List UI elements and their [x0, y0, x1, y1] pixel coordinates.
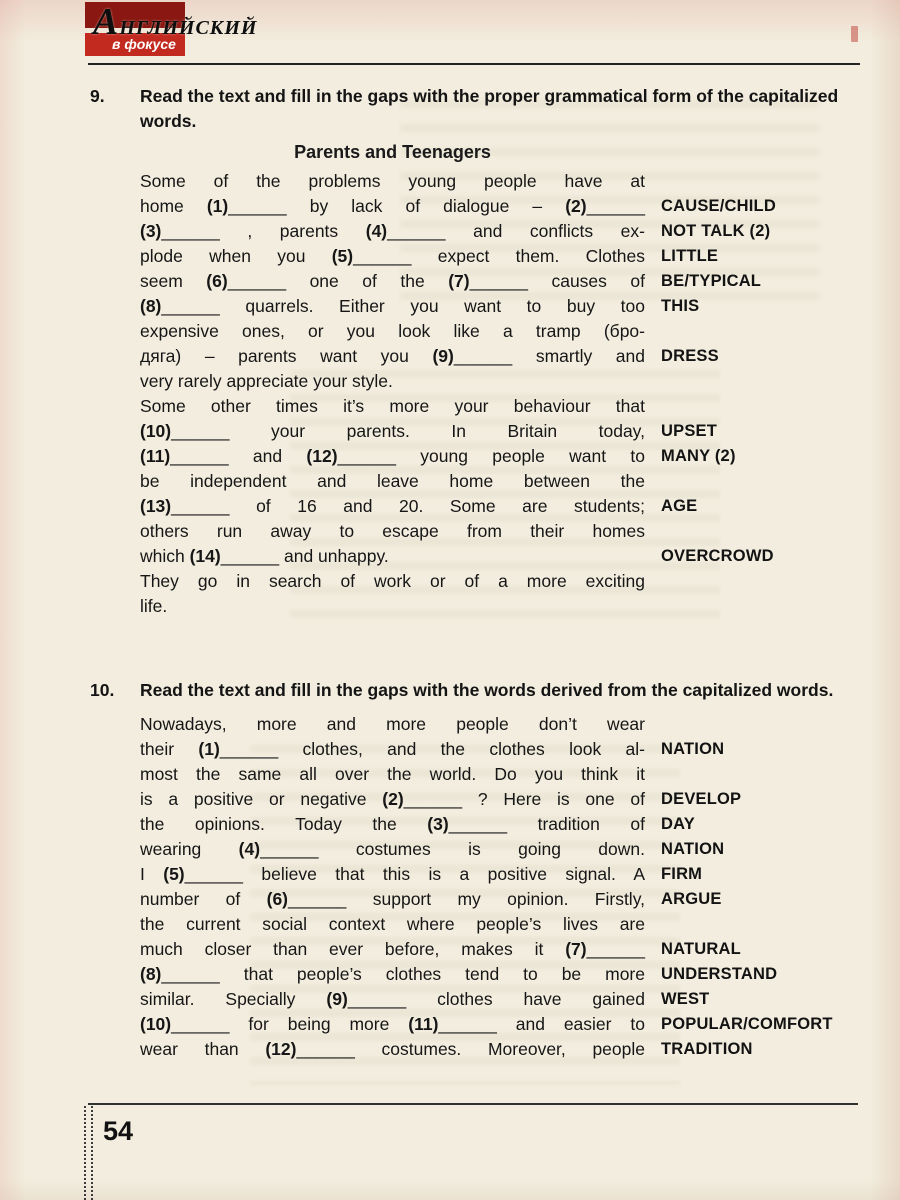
line-text: be independent and leave home between the: [140, 471, 645, 491]
line-text: wearing (4)______ costumes is going down.: [140, 839, 645, 859]
series-logo-subtitle: в фокусе: [112, 36, 176, 52]
capitalized-word: WEST: [661, 990, 710, 1008]
capitalized-word: THIS: [661, 297, 700, 315]
exercise-10: [90, 678, 865, 1062]
capitalized-word: [645, 594, 865, 619]
line-text: number of (6)______ support my opinion. Firstly,: [140, 889, 646, 909]
line-text: their (1)______ clothes, and the clothes look al-: [140, 739, 646, 759]
text-line: [140, 787, 865, 812]
capitalized-word: [645, 319, 865, 344]
line-text: expensive ones, or you look like a tramp (бро-: [140, 321, 645, 341]
line-text: (8)______ quarrels. Either you want to buy too: [140, 296, 645, 316]
footer-dotted-edge: [84, 1106, 93, 1200]
text-line: [140, 519, 865, 544]
exercise-instruction: Read the text and fill in the gaps with the proper grammatical form of the capitalized words.: [140, 86, 839, 131]
text-line: [140, 319, 865, 344]
capitalized-word: [645, 519, 865, 544]
capitalized-word: [645, 469, 865, 494]
line-text: (10)______ your parents. In Britain today,: [140, 421, 645, 441]
text-line: [140, 344, 865, 369]
capitalized-word: DRESS: [661, 347, 719, 365]
text-line: [140, 219, 865, 244]
line-text: similar. Specially (9)______ clothes have gained: [140, 989, 645, 1009]
scan-edge-mark: [851, 26, 858, 42]
text-line: [140, 469, 865, 494]
capitalized-word: FIRM: [661, 865, 703, 883]
capitalized-word: UNDERSTAND: [661, 965, 778, 983]
text-line: [140, 712, 865, 737]
text-line: [140, 1037, 865, 1062]
line-text: very rarely appreciate your style.: [140, 371, 393, 391]
text-line: [140, 544, 865, 569]
text-line: [140, 837, 865, 862]
capitalized-word: NATION: [661, 740, 725, 758]
page-number: 54: [103, 1116, 134, 1146]
capitalized-word: POPULAR/COMFORT: [661, 1015, 833, 1033]
line-text: most the same all over the world. Do you think it: [140, 764, 645, 784]
exercise-9: [90, 84, 865, 619]
capitalized-word: DAY: [661, 815, 695, 833]
line-text: (10)______ for being more (11)______ and easier to: [140, 1014, 645, 1034]
line-text: Some of the problems young people have at: [140, 171, 645, 191]
exercise-10-text: [140, 712, 865, 1062]
capitalized-word: LITTLE: [661, 247, 719, 265]
line-text: (3)______ , parents (4)______ and conflicts ex-: [140, 221, 645, 241]
capitalized-word: [645, 912, 865, 937]
line-text: I (5)______ believe that this is a positive signal. A: [140, 864, 645, 884]
story-title: Parents and Teenagers: [294, 142, 491, 162]
capitalized-word: CAUSE/CHILD: [661, 197, 776, 215]
series-logo-title: АНГЛИЙСКИЙ: [93, 1, 258, 43]
text-line: [140, 912, 865, 937]
capitalized-word: UPSET: [661, 422, 718, 440]
exercise-10-header: [90, 678, 865, 703]
text-line: [140, 444, 865, 469]
text-line: [140, 737, 865, 762]
capitalized-word: [645, 394, 865, 419]
capitalized-word: NOT TALK (2): [661, 222, 771, 240]
exercise-9-text: [140, 169, 865, 619]
text-line: [140, 269, 865, 294]
line-text: Nowadays, more and more people don’t wear: [140, 714, 645, 734]
line-text: plode when you (5)______ expect them. Clothes: [140, 246, 645, 266]
text-line: [140, 419, 865, 444]
capitalized-word: NATURAL: [661, 940, 741, 958]
exercise-number: 10.: [90, 680, 115, 700]
text-line: [140, 294, 865, 319]
line-text: They go in search of work or of a more exciting: [140, 571, 645, 591]
text-line: [140, 762, 865, 787]
exercise-9-header: [90, 84, 865, 134]
text-line: [140, 937, 865, 962]
header-rule: [88, 63, 860, 65]
capitalized-word: TRADITION: [661, 1040, 753, 1058]
capitalized-word: [645, 169, 865, 194]
capitalized-word: [645, 712, 865, 737]
capitalized-word: MANY (2): [661, 447, 736, 465]
line-text: the current social context where people’s lives are: [140, 914, 645, 934]
line-text: others run away to escape from their homes: [140, 521, 645, 541]
text-line: [140, 394, 865, 419]
text-line: [140, 962, 865, 987]
line-text: Some other times it’s more your behaviour that: [140, 396, 645, 416]
capitalized-word: NATION: [661, 840, 725, 858]
line-text: which (14)______ and unhappy.: [140, 546, 389, 566]
line-text: (8)______ that people’s clothes tend to be more: [140, 964, 645, 984]
footer-rule: [88, 1103, 858, 1105]
capitalized-word: BE/TYPICAL: [661, 272, 762, 290]
capitalized-word: [645, 569, 865, 594]
line-text: дяга) – parents want you (9)______ smartly and: [140, 346, 645, 366]
text-line: [140, 494, 865, 519]
text-line: [140, 594, 865, 619]
text-line: [140, 887, 865, 912]
line-text: is a positive or negative (2)______ ? Here is one of: [140, 789, 645, 809]
capitalized-word: [645, 369, 865, 394]
text-line: [140, 569, 865, 594]
capitalized-word: OVERCROWD: [661, 547, 774, 565]
line-text: seem (6)______ one of the (7)______ causes of: [140, 271, 646, 291]
text-line: [140, 987, 865, 1012]
text-line: [140, 1012, 865, 1037]
line-text: the opinions. Today the (3)______ tradition of: [140, 814, 645, 834]
text-line: [140, 369, 865, 394]
capitalized-word: DEVELOP: [661, 790, 742, 808]
line-text: life.: [140, 596, 168, 616]
line-text: wear than (12)______ costumes. Moreover, people: [140, 1039, 645, 1059]
capitalized-word: AGE: [661, 497, 698, 515]
exercise-number: 9.: [90, 86, 105, 106]
exercise-instruction: Read the text and fill in the gaps with the words derived from the capitalized words.: [140, 680, 834, 700]
text-line: [140, 169, 865, 194]
capitalized-word: ARGUE: [661, 890, 722, 908]
text-line: [140, 194, 865, 219]
line-text: (11)______ and (12)______ young people want to: [140, 446, 646, 466]
line-text: home (1)______ by lack of dialogue – (2)______: [140, 196, 646, 216]
text-line: [140, 862, 865, 887]
text-line: [140, 244, 865, 269]
line-text: (13)______ of 16 and 20. Some are students;: [140, 496, 645, 516]
capitalized-word: [645, 762, 865, 787]
line-text: much closer than ever before, makes it (7)______: [140, 939, 645, 959]
text-line: [140, 812, 865, 837]
